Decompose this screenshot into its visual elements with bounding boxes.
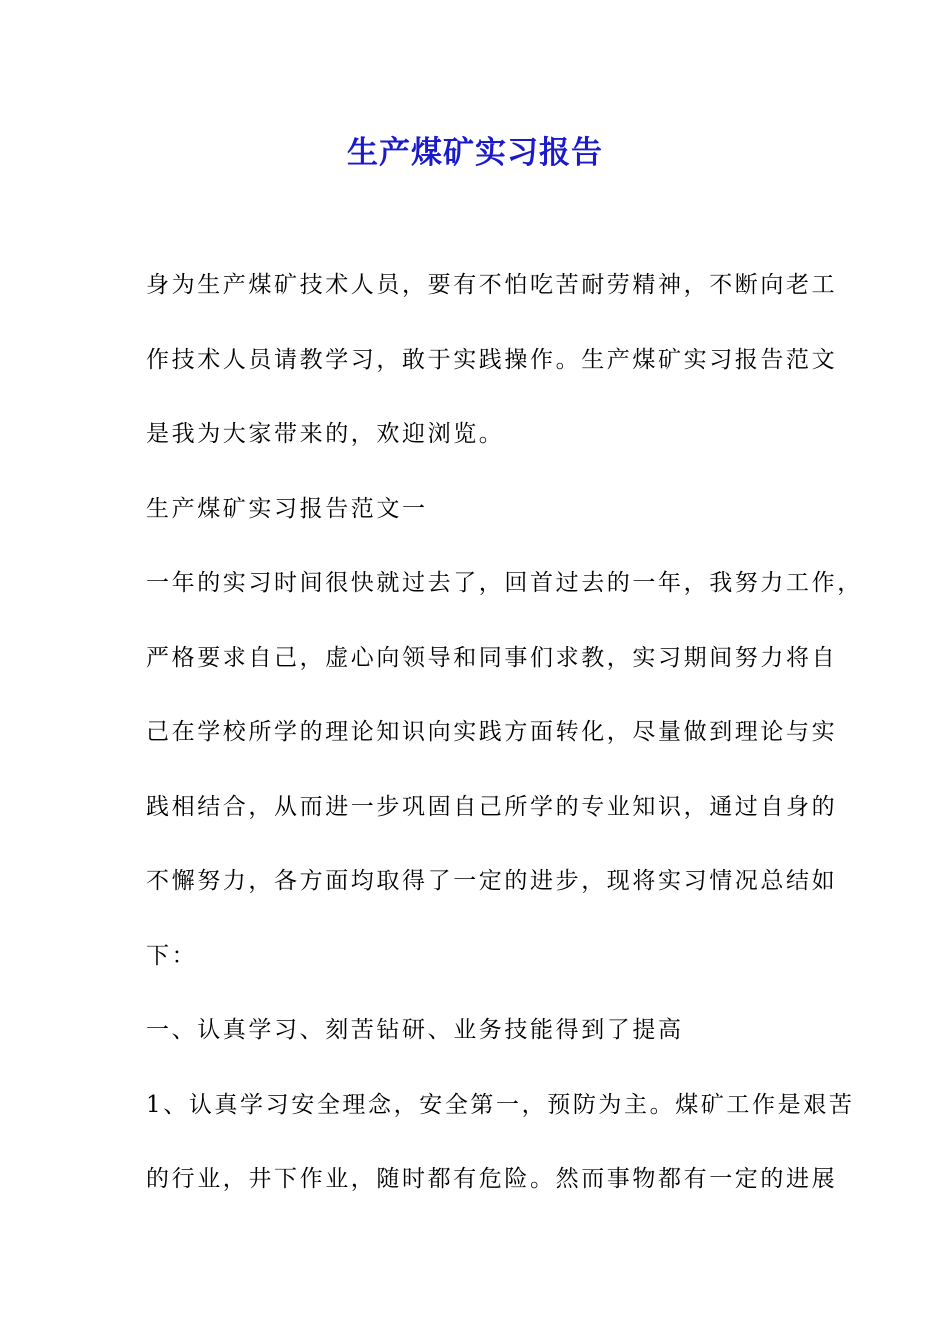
paragraph-line: 下：: [146, 943, 198, 969]
paragraph-line: 身为生产煤矿技术人员，要有不怕吃苦耐劳精神，不断向老工: [146, 272, 838, 298]
paragraph-line: 是我为大家带来的，欢迎浏览。: [146, 421, 505, 447]
paragraph-line: 严格要求自己，虚心向领导和同事们求教，实习期间努力将自: [146, 645, 838, 671]
paragraph-line: 一年的实习时间很快就过去了，回首过去的一年，我努力工作，: [146, 570, 863, 596]
section-heading: 生产煤矿实习报告范文一: [146, 496, 428, 522]
document-title: 生产煤矿实习报告: [347, 135, 603, 171]
paragraph-line: 1、认真学习安全理念，安全第一，预防为主。煤矿工作是艰苦: [146, 1092, 855, 1118]
paragraph-line: 不懈努力，各方面均取得了一定的进步，现将实习情况总结如: [146, 868, 838, 894]
section-heading: 一、认真学习、刻苦钻研、业务技能得到了提高: [146, 1017, 684, 1043]
paragraph-line: 己在学校所学的理论知识向实践方面转化，尽量做到理论与实: [146, 719, 838, 745]
paragraph-line: 作技术人员请教学习，敢于实践操作。生产煤矿实习报告范文: [146, 347, 838, 373]
paragraph-line: 践相结合，从而进一步巩固自己所学的专业知识，通过自身的: [146, 794, 838, 820]
paragraph-line: 的行业，井下作业，随时都有危险。然而事物都有一定的进展: [146, 1166, 838, 1192]
